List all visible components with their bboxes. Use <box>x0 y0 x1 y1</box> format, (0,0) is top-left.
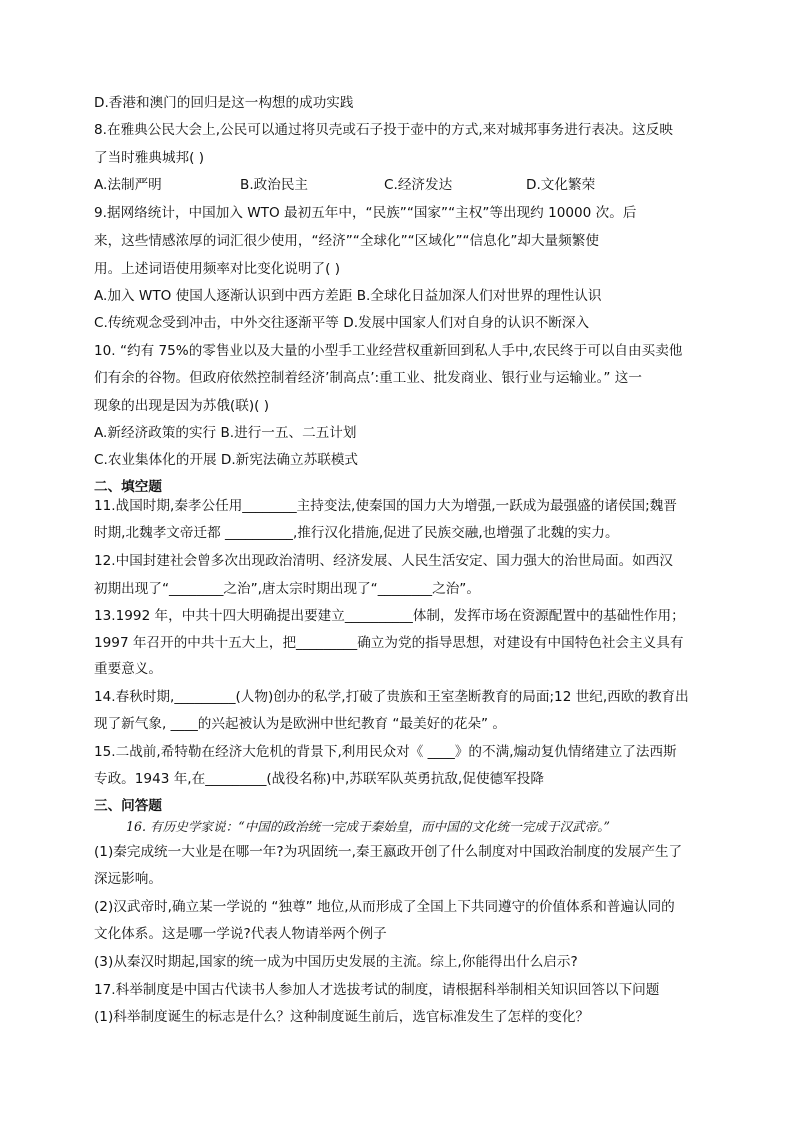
q12-line-2: 初期出现了“________之治”,唐太宗时期出现了“________之治”。 <box>94 581 480 597</box>
q10-stem-line-3: 现象的出现是因为苏俄(联)( ) <box>94 398 270 414</box>
q16-part2-line-2: 文化体系。这是哪一学说?代表人物请举两个例子 <box>94 926 387 942</box>
q9-options-ab: A.加入 WTO 使国人逐渐认识到中西方差距 B.全球化日益加深人们对世界的理性认识 <box>94 288 602 304</box>
q8-stem-line-2: 了当时雅典城邦( ) <box>94 150 205 166</box>
q9-stem-line-3: 用。上述词语使用频率对比变化说明了( ) <box>94 261 341 277</box>
q17-stem: 17.科举制度是中国古代读书人参加人才选拔考试的制度，请根据科举制相关知识回答以下问题 <box>94 982 660 998</box>
q15-line-2: 专政。1943 年,在_________(战役名称)中,苏联军队英勇抗敌,促使德军投降 <box>94 771 544 787</box>
q9-stem-line-2: 来，这些情感浓厚的词汇很少使用，“经济”“全球化”“区域化”“信息化”却大量频繁使 <box>94 233 599 249</box>
q13-line-3: 重要意义。 <box>94 661 162 677</box>
q13-line-1: 13.1992 年，中共十四大明确提出要建立__________体制，发挥市场在资源配置中的基础性作用； <box>94 608 685 624</box>
q16-part1-line-2: 深远影响。 <box>94 871 162 887</box>
q17-part1: (1)科举制度诞生的标志是什么？这种制度诞生前后，选官标准发生了怎样的变化？ <box>94 1009 590 1025</box>
section-heading-short-answer: 三、问答题 <box>94 798 162 814</box>
q10-stem-line-1: 10. “约有 75%的零售业以及大量的小型手工业经营权重新回到私人手中,农民终于可以自由买卖他 <box>94 343 683 359</box>
q8-option-a: A.法制严明 <box>94 177 162 193</box>
q12-line-1: 12.中国封建社会曾多次出现政治清明、经济发展、人民生活安定、国力强大的治世局面。如西汉 <box>94 553 673 569</box>
q8-option-b: B.政治民主 <box>240 177 309 193</box>
q10-options-cd: C.农业集体化的开展 D.新宪法确立苏联模式 <box>94 452 359 468</box>
q13-line-2: 1997 年召开的中共十五大上，把_________确立为党的指导思想，对建设有中国特色社会主义具有 <box>94 635 684 651</box>
q9-stem-line-1: 9.据网络统计，中国加入 WTO 最初五年中，“民族”“国家”“主权”等出现约 10000 次。后 <box>94 205 637 221</box>
q16-part2-line-1: (2)汉武帝时,确立某一学说的 “独尊” 地位,从而形成了全国上下共同遵守的价值体系和普遍认同的 <box>94 899 675 915</box>
section-heading-fill-in: 二、填空题 <box>94 479 162 495</box>
q9-options-cd: C.传统观念受到冲击，中外交往逐渐平等 D.发展中国家人们对自身的认识不断深入 <box>94 315 590 331</box>
q14-line-1: 14.春秋时期,_________(人物)创办的私学,打破了贵族和王室垄断教育的局面;12 世纪,西欧的教育出 <box>94 689 689 705</box>
q10-stem-line-2: 们有余的谷物。但政府依然控制着经济’制高点’:重工业、批发商业、银行业与运输业。” 这一 <box>94 370 642 386</box>
q11-line-2: 时期,北魏孝文帝迁都 __________,推行汉化措施,促进了民族交融,也增强了北魏的实力。 <box>94 525 619 541</box>
q16-quote: 16. 有历史学家说：“中国的政治统一完成于秦始皇，而中国的文化统一完成于汉武帝。” <box>126 819 610 834</box>
q16-part1-line-1: (1)秦完成统一大业是在哪一年?为巩固统一,秦王嬴政开创了什么制度对中国政治制度的发展产生了 <box>94 844 683 860</box>
q8-stem-line-1: 8.在雅典公民大会上,公民可以通过将贝壳或石子投于壶中的方式,来对城邦事务进行表决。这反映 <box>94 122 673 138</box>
q14-line-2: 现了新气象, ____的兴起被认为是欧洲中世纪教育 “最美好的花朵” 。 <box>94 716 506 732</box>
q8-option-d: D.文化繁荣 <box>526 177 596 193</box>
q15-line-1: 15.二战前,希特勒在经济大危机的背景下,利用民众对《 ____》的不满,煽动复仇情绪建立了法西斯 <box>94 744 677 760</box>
q7-option-d: D.香港和澳门的回归是这一构想的成功实践 <box>94 95 354 111</box>
q8-option-c: C.经济发达 <box>384 177 453 193</box>
q16-part3: (3)从秦汉时期起,国家的统一成为中国历史发展的主流。综上,你能得出什么启示? <box>94 954 578 970</box>
q11-line-1: 11.战国时期,秦孝公任用________主持变法,使秦国的国力大为增强,一跃成为最强盛的诸侯国;魏晋 <box>94 498 677 514</box>
q10-options-ab: A.新经济政策的实行 B.进行一五、二五计划 <box>94 425 357 441</box>
